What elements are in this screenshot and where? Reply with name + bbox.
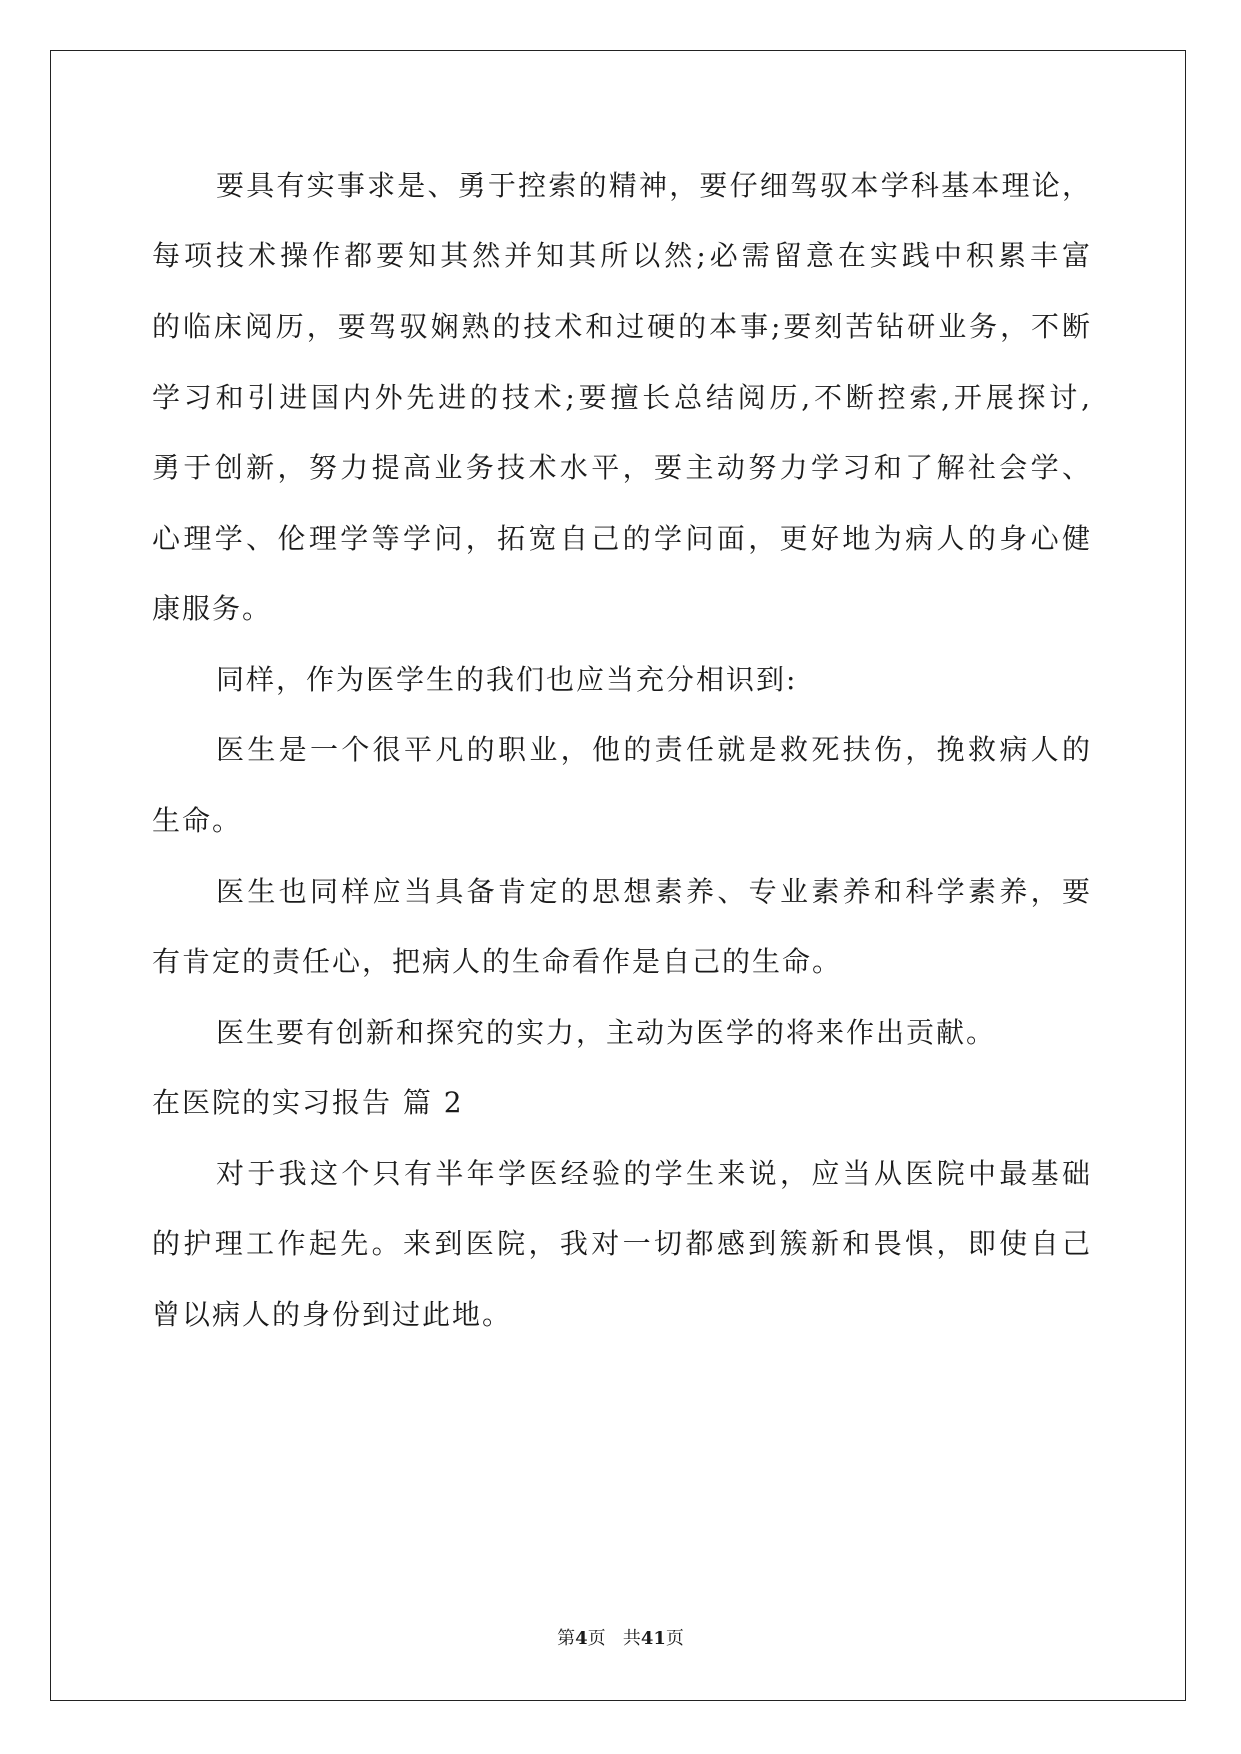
footer-total-suffix: 页 bbox=[665, 1628, 684, 1649]
paragraph-4-line-1: 医生也同样应当具备肯定的思想素养、专业素养和科学素养，要 bbox=[216, 875, 1092, 908]
page-footer bbox=[0, 1624, 1241, 1650]
footer-page-suffix: 页 bbox=[587, 1628, 606, 1649]
footer-page-number: 4 bbox=[575, 1628, 588, 1649]
paragraph-1-line-5: 勇于创新，努力提高业务技术水平，要主动努力学习和了解社会学、 bbox=[152, 451, 1092, 484]
paragraph-1-line-7: 康服务。 bbox=[152, 592, 273, 625]
footer-total-prefix: 共 bbox=[622, 1628, 641, 1649]
paragraph-1-line-2: 每项技术操作都要知其然并知其所以然;必需留意在实践中积累丰富 bbox=[152, 239, 1092, 272]
paragraph-4-line-2: 有肯定的责任心，把病人的生命看作是自己的生命。 bbox=[152, 945, 843, 978]
paragraph-1-line-6: 心理学、伦理学等学问，拓宽自己的学问面，更好地为病人的身心健 bbox=[152, 522, 1092, 555]
paragraph-3-line-2: 生命。 bbox=[152, 804, 243, 837]
paragraph-6-line-1: 对于我这个只有半年学医经验的学生来说，应当从医院中最基础 bbox=[216, 1157, 1092, 1190]
paragraph-6-line-2: 的护理工作起先。来到医院，我对一切都感到簇新和畏惧，即使自己 bbox=[152, 1227, 1092, 1260]
footer-total-pages: 41 bbox=[640, 1628, 666, 1649]
section-heading: 在医院的实习报告 篇 2 bbox=[152, 1086, 464, 1119]
paragraph-5-line-1: 医生要有创新和探究的实力，主动为医学的将来作出贡献。 bbox=[216, 1016, 997, 1049]
paragraph-1-line-4: 学习和引进国内外先进的技术;要擅长总结阅历,不断控索,开展探讨, bbox=[152, 381, 1092, 414]
paragraph-3-line-1: 医生是一个很平凡的职业，他的责任就是救死扶伤，挽救病人的 bbox=[216, 733, 1092, 766]
footer-prefix: 第 bbox=[557, 1628, 576, 1649]
paragraph-2-line-1: 同样，作为医学生的我们也应当充分相识到: bbox=[216, 663, 798, 696]
paragraph-6-line-3: 曾以病人的身份到过此地。 bbox=[152, 1298, 513, 1331]
paragraph-1-line-1: 要具有实事求是、勇于控索的精神，要仔细驾驭本学科基本理论， bbox=[216, 169, 1092, 202]
paragraph-1-line-3: 的临床阅历，要驾驭娴熟的技术和过硬的本事;要刻苦钻研业务，不断 bbox=[152, 310, 1092, 343]
